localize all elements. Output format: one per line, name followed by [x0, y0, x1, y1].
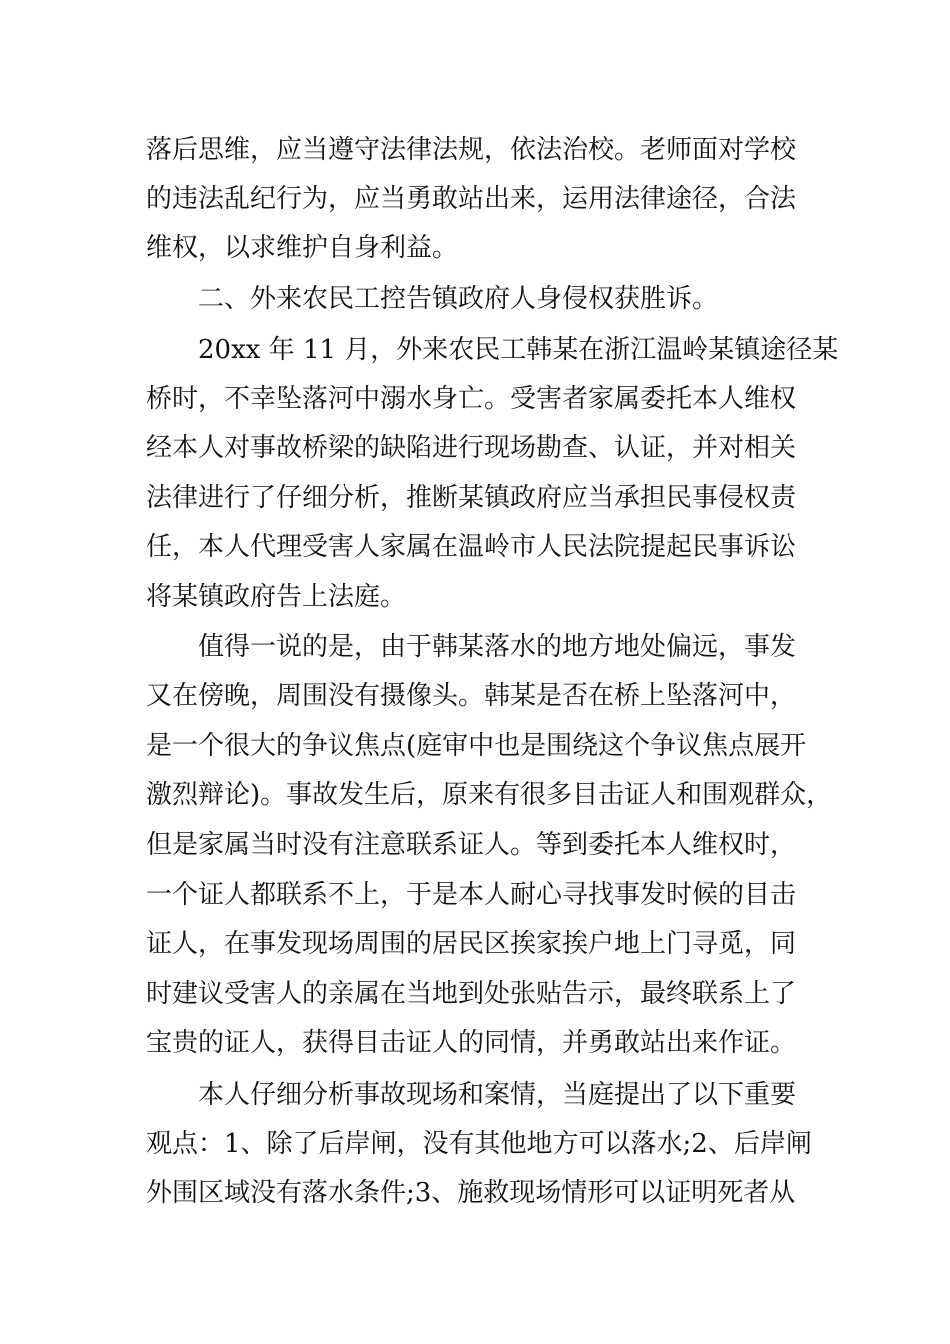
- text-line: 外围区域没有落水条件;3、施救现场情形可以证明死者从: [146, 1178, 796, 1208]
- text-line: 20xx 年 11 月，外来农民工韩某在浙江温岭某镇途径某: [198, 335, 839, 365]
- text-line: 的违法乱纪行为，应当勇敢站出来，运用法律途径，合法: [146, 184, 797, 214]
- text-line: 将某镇政府告上法庭。: [146, 582, 407, 612]
- text-line: 维权，以求维护自身利益。: [146, 233, 459, 263]
- text-line: 又在傍晚，周围没有摄像头。韩某是否在桥上坠落河中，: [146, 681, 797, 711]
- text-line: 法律进行了仔细分析，推断某镇政府应当承担民事侵权责: [146, 483, 797, 513]
- text-line: 激烈辩论)。事故发生后，原来有很多目击证人和围观群众，: [146, 780, 833, 810]
- text-line: 是一个很大的争议焦点(庭审中也是围绕这个争议焦点展开: [146, 731, 807, 761]
- text-line: 宝贵的证人，获得目击证人的同情，并勇敢站出来作证。: [146, 1028, 797, 1058]
- text-line: 经本人对事故桥梁的缺陷进行现场勘查、认证，并对相关: [146, 433, 797, 463]
- text-line: 二、外来农民工控告镇政府人身侵权获胜诉。: [198, 284, 719, 314]
- text-line: 证人，在事发现场周围的居民区挨家挨户地上门寻觅，同: [146, 929, 797, 959]
- text-line: 桥时，不幸坠落河中溺水身亡。受害者家属委托本人维权: [146, 384, 797, 414]
- text-line: 落后思维，应当遵守法律法规，依法治校。老师面对学校: [146, 135, 797, 165]
- text-line: 但是家属当时没有注意联系证人。等到委托本人维权时，: [146, 830, 797, 860]
- text-line: 一个证人都联系不上，于是本人耐心寻找事发时候的目击: [146, 880, 797, 910]
- text-line: 观点：1、除了后岸闸，没有其他地方可以落水;2、后岸闸: [146, 1129, 812, 1159]
- text-line: 时建议受害人的亲属在当地到处张贴告示，最终联系上了: [146, 979, 797, 1009]
- text-line: 本人仔细分析事故现场和案情，当庭提出了以下重要: [198, 1080, 797, 1110]
- text-line: 任，本人代理受害人家属在温岭市人民法院提起民事诉讼: [146, 532, 797, 562]
- text-line: 值得一说的是，由于韩某落水的地方地处偏远，事发: [198, 632, 797, 662]
